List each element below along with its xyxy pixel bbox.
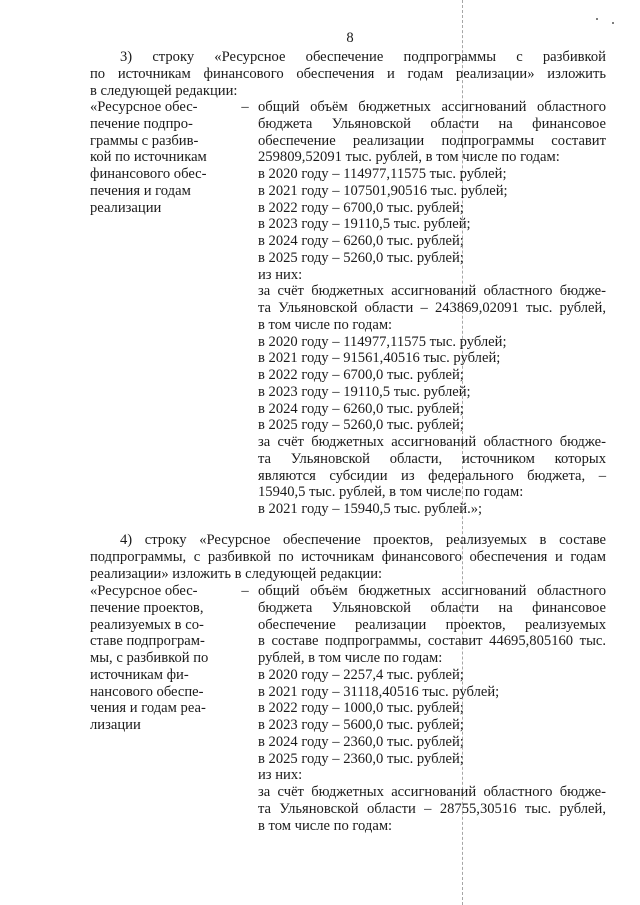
value-line: в том числе по годам: <box>258 817 393 834</box>
item4-row-value <box>258 583 606 834</box>
value-line: в 2022 году – 6700,0 тыс. рублей; <box>258 199 464 216</box>
value-line: за счёт бюджетных ассигнований областного бюдже- <box>258 784 606 800</box>
text-line: реализации» изложить в следующей редакции: <box>90 565 383 582</box>
value-line: обеспечение реализации подпрограммы составит <box>258 132 606 149</box>
value-line: в 2025 году – 5260,0 тыс. рублей; <box>258 249 464 266</box>
value-line: обеспечение реализации проектов, реализуемых <box>258 616 606 633</box>
label-line: источникам фи- <box>90 666 189 683</box>
value-line: в том числе по годам: <box>258 316 393 333</box>
value-line: в 2021 году – 31118,40516 тыс. рублей; <box>258 683 500 700</box>
item3-row-value <box>258 99 606 518</box>
value-line: 15940,5 тыс. рублей, в том числе по годам: <box>258 484 524 501</box>
value-line: бюджета Ульяновской области на финансовое <box>258 115 606 132</box>
label-line: ставе подпрограм- <box>90 633 205 650</box>
text-line: в следующей редакции: <box>90 82 238 99</box>
label-line: «Ресурсное обес- <box>90 583 198 599</box>
page-number: 8 <box>346 30 354 46</box>
value-line: та Ульяновской области, источником которых <box>258 450 606 467</box>
label-line: печение подпро- <box>90 115 193 132</box>
item4-intro <box>90 532 606 582</box>
value-line: общий объём бюджетных ассигнований областного <box>258 99 606 115</box>
value-line: в 2020 году – 2257,4 тыс. рублей; <box>258 666 464 683</box>
label-line: кой по источникам <box>90 149 207 166</box>
value-line: являются субсидии из федерального бюджета, – <box>258 467 606 484</box>
value-line: в 2023 году – 19110,5 тыс. рублей; <box>258 383 471 400</box>
value-line: бюджета Ульяновской области на финансовое <box>258 599 606 616</box>
value-line: та Ульяновской области – 243869,02091 тыс. рублей, <box>258 300 606 316</box>
label-line: «Ресурсное обес- <box>90 99 198 115</box>
label-line: лизации <box>90 717 141 733</box>
item4-row-label <box>90 583 235 734</box>
scan-speck <box>596 18 598 20</box>
label-line: мы, с разбивкой по <box>90 650 209 666</box>
value-line: в 2023 году – 19110,5 тыс. рублей; <box>258 216 471 233</box>
text-line: 4) строку «Ресурсное обеспечение проектов, реализуемых в составе <box>120 532 606 548</box>
value-line: в 2021 году – 107501,90516 тыс. рублей; <box>258 182 508 199</box>
label-line: печение проектов, <box>90 599 204 616</box>
item4-row-dash: – <box>241 583 249 599</box>
scan-speck <box>612 22 614 24</box>
item3-row-dash: – <box>241 99 249 115</box>
value-line: в 2020 году – 114977,11575 тыс. рублей; <box>258 333 507 350</box>
value-line: в 2021 году – 91561,40516 тыс. рублей; <box>258 350 501 367</box>
value-line: в 2022 году – 1000,0 тыс. рублей; <box>258 700 464 717</box>
label-line: реализуемых в со- <box>90 616 204 633</box>
value-line: за счёт бюджетных ассигнований областного бюдже- <box>258 434 606 450</box>
value-line: в 2020 году – 114977,11575 тыс. рублей; <box>258 166 507 182</box>
value-line: в 2021 году – 15940,5 тыс. рублей.»; <box>258 501 483 517</box>
item3-intro <box>90 49 606 99</box>
value-line: 259809,52091 тыс. рублей, в том числе по годам: <box>258 149 560 166</box>
value-line: в 2025 году – 2360,0 тыс. рублей; <box>258 750 464 767</box>
value-line: та Ульяновской области – 28755,30516 тыс. рублей, <box>258 800 606 817</box>
item3-row-label <box>90 99 235 216</box>
label-line: чения и годам реа- <box>90 700 206 717</box>
label-line: печения и годам <box>90 182 191 199</box>
label-line: нансового обеспе- <box>90 683 204 700</box>
label-line: граммы с разбив- <box>90 132 199 149</box>
value-line: в 2022 году – 6700,0 тыс. рублей; <box>258 367 464 383</box>
value-line: в 2023 году – 5600,0 тыс. рублей; <box>258 717 464 733</box>
value-line: из них: <box>258 266 303 283</box>
value-line: в 2024 году – 6260,0 тыс. рублей; <box>258 233 464 249</box>
label-line: финансового обес- <box>90 166 207 182</box>
value-line: в составе подпрограммы, составит 44695,805160 тыс. <box>258 633 606 650</box>
text-line: подпрограммы, с разбивкой по источникам финансового обеспечения и годам <box>90 548 606 565</box>
value-line: рублей, в том числе по годам: <box>258 650 443 666</box>
value-line: в 2024 году – 6260,0 тыс. рублей; <box>258 400 464 417</box>
value-line: в 2025 году – 5260,0 тыс. рублей; <box>258 417 464 434</box>
value-line: общий объём бюджетных ассигнований областного <box>258 583 606 599</box>
value-line: из них: <box>258 767 303 784</box>
value-line: в 2024 году – 2360,0 тыс. рублей; <box>258 733 464 750</box>
label-line: реализации <box>90 199 162 216</box>
text-line: 3) строку «Ресурсное обеспечение подпрограммы с разбивкой <box>120 49 606 65</box>
value-line: за счёт бюджетных ассигнований областного бюдже- <box>258 283 606 300</box>
text-line: по источникам финансового обеспечения и годам реализации» изложить <box>90 65 606 82</box>
